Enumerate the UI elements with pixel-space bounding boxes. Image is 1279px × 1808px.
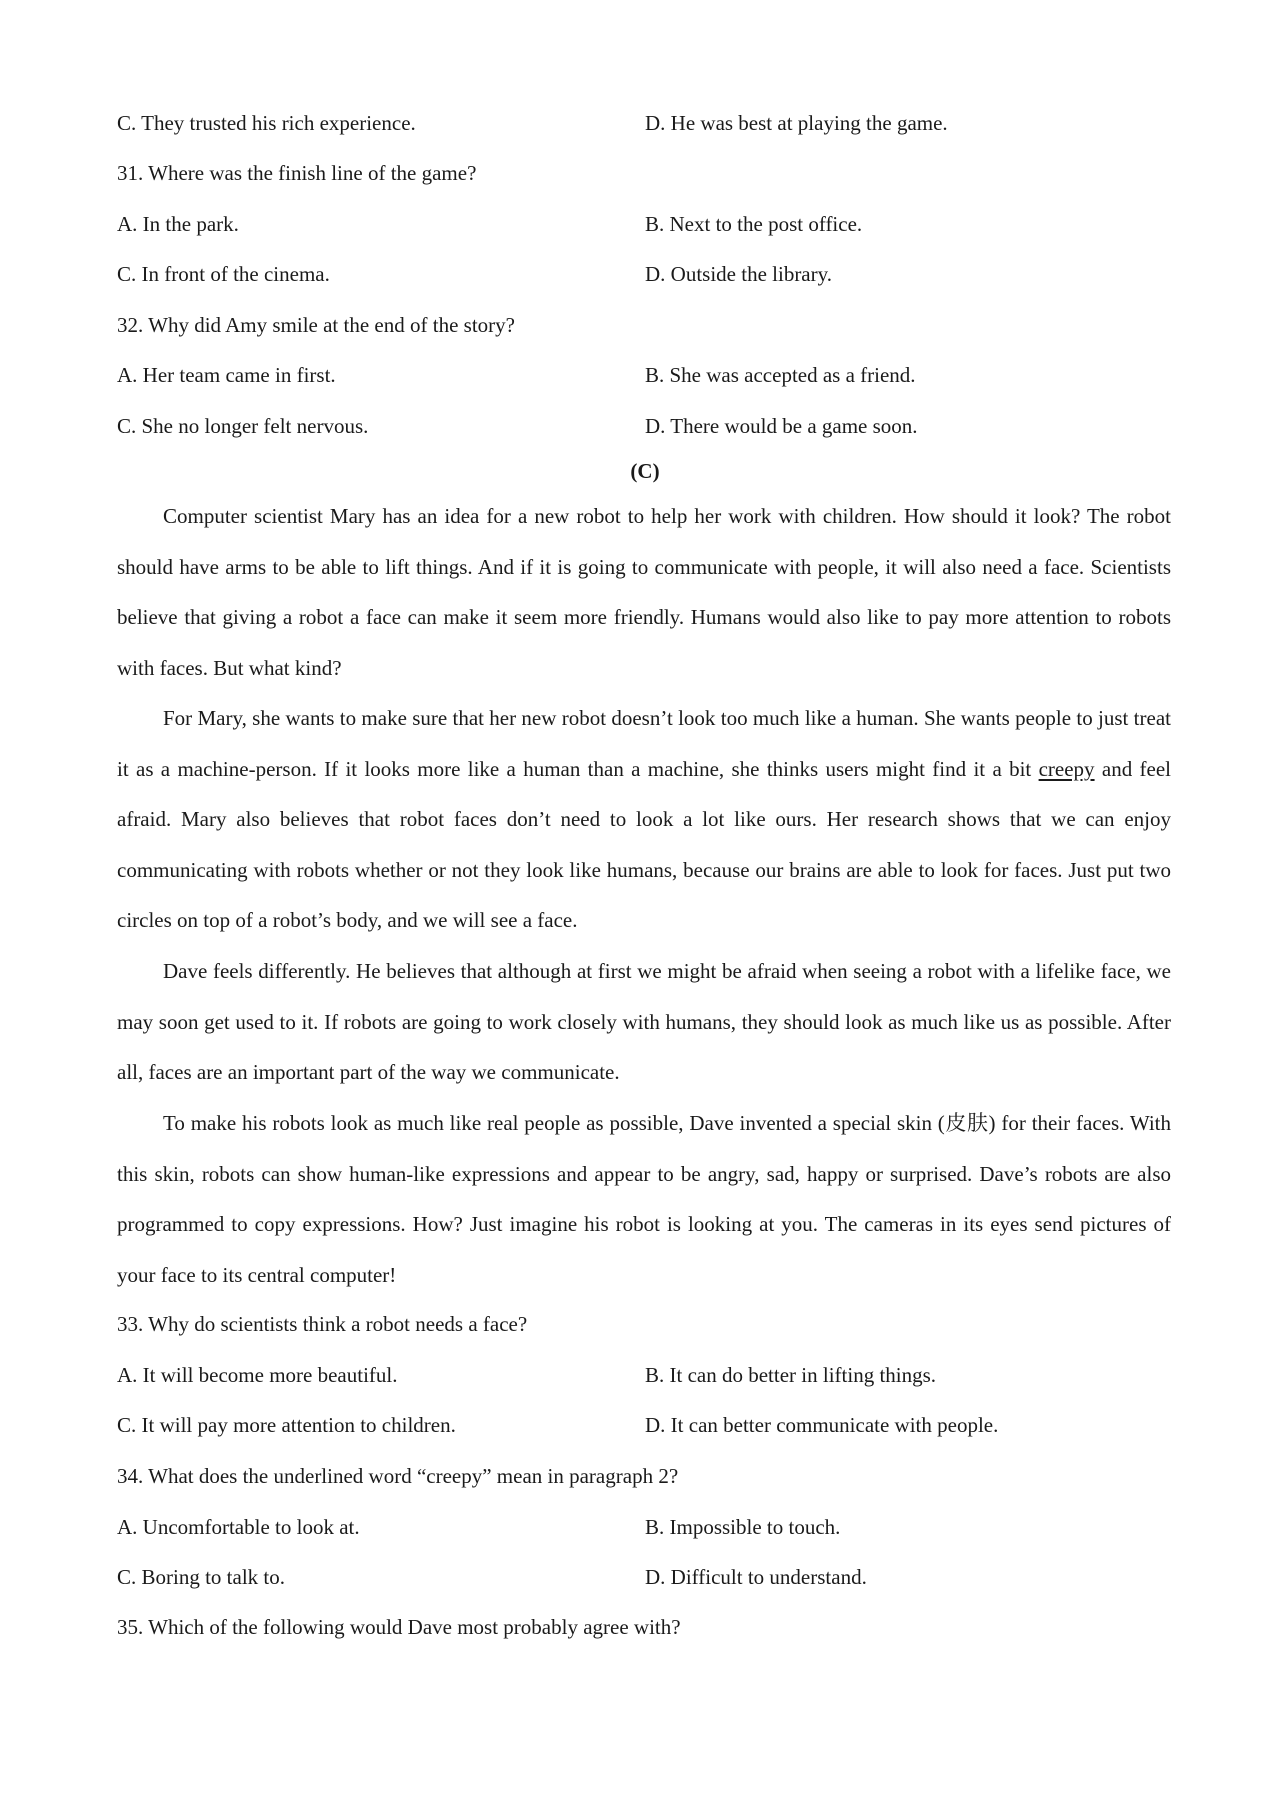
q30-option-c: C. They trusted his rich experience. [117,111,416,135]
q33-option-a: A. It will become more beautiful. [117,1363,398,1387]
underlined-word-creepy: creepy [1038,756,1095,781]
q32-stem: 32. Why did Amy smile at the end of the story? [117,313,515,337]
passage-paragraph-2 [117,693,1171,946]
q33-option-d: D. It can better communicate with people. [645,1413,999,1437]
section-heading: (C) [630,459,660,483]
q33-option-c: C. It will pay more attention to children. [117,1413,456,1437]
q31-option-a: A. In the park. [117,212,239,236]
passage-paragraph-1: Computer scientist Mary has an idea for a new robot to help her work with children. How should it look? The robot should have arms to be able to lift things. And if it is going to communicate with people, it will also need a face. Scientists believe that giving a robot a face can make it seem more friendly. Humans would also like to pay more attention to robots with faces. But what kind? [117,504,1171,680]
q34-stem: 34. What does the underlined word “creepy” mean in paragraph 2? [117,1464,679,1488]
q34-option-b: B. Impossible to touch. [645,1515,841,1539]
paragraph-2-text-end: and feel afraid. Mary also believes that robot faces don’t need to look a lot like ours. Her research shows that we can enjoy communicating with robots whether or not they look like humans, because our brains are able to look for faces. Just put two circles on top of a robot’s body, and we will see a face. [117,756,1171,933]
q33-option-b: B. It can do better in lifting things. [645,1363,937,1387]
q31-option-c: C. In front of the cinema. [117,262,330,286]
q33-stem: 33. Why do scientists think a robot needs a face? [117,1312,528,1336]
q30-option-d: D. He was best at playing the game. [645,111,948,135]
q32-option-d: D. There would be a game soon. [645,414,918,438]
paragraph-2-text-start: For Mary, she wants to make sure that her new robot doesn’t look too much like a human. She wants people to just treat it as a machine-person. If it looks more like a human than a machine, she thinks users might find it a bit [117,706,1171,781]
q31-stem: 31. Where was the finish line of the game? [117,161,477,185]
q31-option-d: D. Outside the library. [645,262,833,286]
passage-paragraph-3: Dave feels differently. He believes that although at first we might be afraid when seeing a robot with a lifelike face, we may soon get used to it. If robots are going to work closely with humans, they should look as much like us as possible. After all, faces are an important part of the way we communicate. [117,959,1171,1085]
q32-option-b: B. She was accepted as a friend. [645,363,916,387]
q31-option-b: B. Next to the post office. [645,212,863,236]
q34-option-a: A. Uncomfortable to look at. [117,1515,360,1539]
q34-option-d: D. Difficult to understand. [645,1565,867,1589]
q32-option-c: C. She no longer felt nervous. [117,414,369,438]
q35-stem: 35. Which of the following would Dave most probably agree with? [117,1615,681,1639]
passage-paragraph-4: To make his robots look as much like real people as possible, Dave invented a special skin (皮肤) for their faces. With this skin, robots can show human-like expressions and appear to be angry, sad, happy or surprised. Dave’s robots are also programmed to copy expressions. How? Just imagine his robot is looking at you. The cameras in its eyes send pictures of your face to its central computer! [117,1111,1171,1287]
q32-option-a: A. Her team came in first. [117,363,336,387]
q34-option-c: C. Boring to talk to. [117,1565,285,1589]
